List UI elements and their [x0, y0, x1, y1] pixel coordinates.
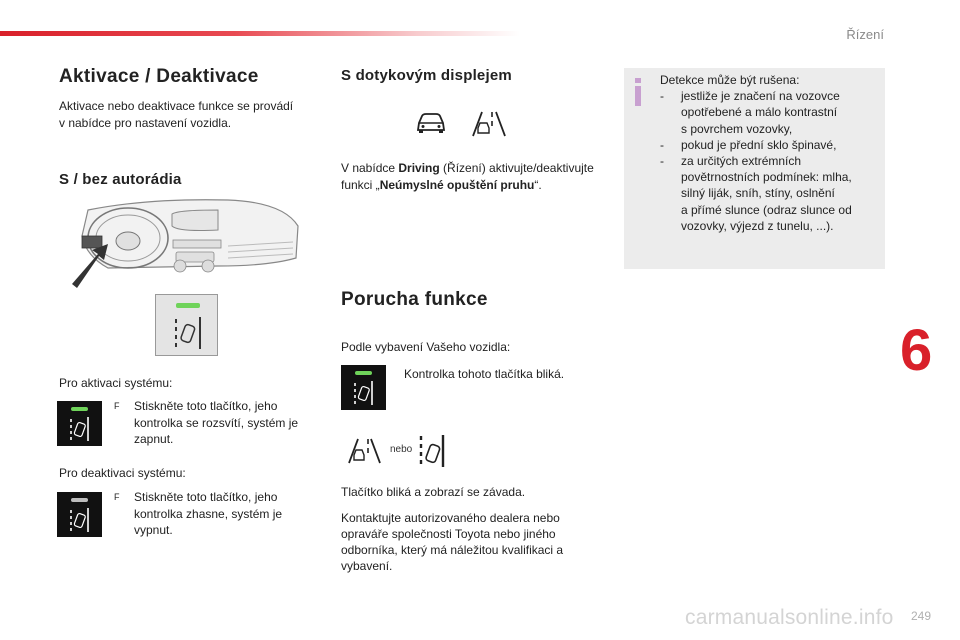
chapter-title: Řízení: [846, 27, 884, 42]
lane-button-blinking: [341, 365, 386, 410]
note-item-3-line-2: povětrnostních podmínek: mlha,: [681, 170, 852, 185]
deactivate-line-3: vypnut.: [134, 523, 173, 537]
menu-line-2-post: “.: [534, 178, 542, 192]
lane-assist-icon: [470, 108, 508, 140]
or-label: nebo: [390, 444, 413, 455]
note-item-1-line-2: opotřebené a málo kontrastní: [681, 105, 838, 120]
note-item-3-line-4: a přímé slunce (odraz slunce od: [681, 202, 852, 217]
menu-line-1-pre: V nabídce: [341, 161, 399, 175]
activate-instruction: [114, 398, 314, 448]
lane-button-illustration: [155, 294, 218, 356]
note-item-1-line-1: jestliže je značení na vozovce: [681, 89, 840, 104]
activate-label: Pro aktivaci systému:: [59, 376, 173, 390]
lane-departure-blink-icon: [341, 365, 386, 410]
lane-assist-fault-icon: [346, 436, 382, 466]
intro-line-2: v nabídce pro nastavení vozidla.: [59, 116, 232, 130]
note-line-1: Detekce může být rušena:: [660, 73, 800, 87]
info-note-box: [624, 68, 885, 269]
contact-line-1: Kontaktujte autorizovaného dealera nebo: [341, 511, 560, 525]
chapter-number: 6: [900, 318, 933, 383]
menu-line-2-pre: funkci „: [341, 178, 380, 192]
note-item-3: [660, 153, 882, 234]
note-item-1: [660, 88, 882, 137]
lane-departure-fault-icon: [416, 433, 448, 469]
note-text: [660, 72, 882, 234]
note-item-3-line-3: silný liják, sníh, stíny, oslnění: [681, 186, 835, 201]
note-item-2: [660, 137, 882, 153]
contact-line-2: opraváře společnosti Toyota nebo jiného: [341, 527, 556, 541]
bullet-mark: F: [114, 492, 120, 502]
page-number: 249: [911, 609, 932, 623]
note-item-3-line-5: vozovky, výjezd z tunelu, ...).: [681, 218, 834, 233]
watermark: carmanualsonline.info: [685, 606, 894, 629]
activate-line-3: zapnut.: [134, 432, 174, 446]
subtitle-radio: S / bez autorádia: [59, 171, 182, 188]
menu-instruction-line-2: [341, 177, 611, 194]
activate-line-2: kontrolka se rozsvítí, systém je: [134, 415, 299, 430]
menu-instruction-line-1: [341, 160, 611, 177]
lane-button-off: [57, 492, 102, 537]
note-item-2-line-1: pokud je přední sklo špinavé,: [681, 137, 837, 152]
deactivate-label: Pro deaktivaci systému:: [59, 466, 186, 480]
fault-blink-text: Kontrolka tohoto tlačítka bliká.: [404, 367, 565, 381]
fault-intro: Podle vybavení Vašeho vozidla:: [341, 340, 511, 354]
bullet-mark: F: [114, 401, 120, 411]
note-item-3-line-1: za určitých extrémních: [681, 154, 802, 169]
lane-departure-icon: [156, 295, 219, 357]
activate-line-1: Stiskněte toto tlačítko, jeho: [134, 399, 278, 413]
lane-departure-off-icon: [57, 492, 102, 537]
section-title-activation: Aktivace / Deaktivace: [59, 66, 259, 87]
note-dash: -: [660, 137, 664, 152]
chapter-color-bar: [0, 31, 520, 36]
function-name: Neúmyslné opuštění pruhu: [379, 178, 535, 192]
fault-display-text: Tlačítko bliká a zobrazí se závada.: [341, 485, 526, 499]
deactivate-instruction: [114, 489, 314, 539]
contact-line-4: vybavení.: [341, 559, 393, 573]
section-title-fault: Porucha funkce: [341, 289, 488, 310]
section-title-touchscreen: S dotykovým displejem: [341, 67, 512, 84]
menu-line-1-post: (Řízení) aktivujte/deaktivujte: [439, 161, 594, 175]
note-dash: -: [660, 89, 664, 104]
intro-line-1: Aktivace nebo deaktivace funkce se provádí: [59, 99, 294, 113]
car-front-icon: [415, 111, 447, 135]
lane-button-on: [57, 401, 102, 446]
note-dash: -: [660, 154, 664, 169]
deactivate-line-2: kontrolka zhasne, systém je: [134, 506, 283, 521]
lane-departure-on-icon: [57, 401, 102, 446]
dashboard-illustration: [68, 196, 304, 292]
menu-driving-label: Driving: [398, 161, 440, 175]
deactivate-line-1: Stiskněte toto tlačítko, jeho: [134, 490, 278, 504]
info-icon: [632, 78, 644, 106]
contact-line-3: odborníka, který má náležitou kvalifikaci a: [341, 543, 564, 557]
note-item-1-line-3: s povrchem vozovky,: [681, 121, 793, 136]
